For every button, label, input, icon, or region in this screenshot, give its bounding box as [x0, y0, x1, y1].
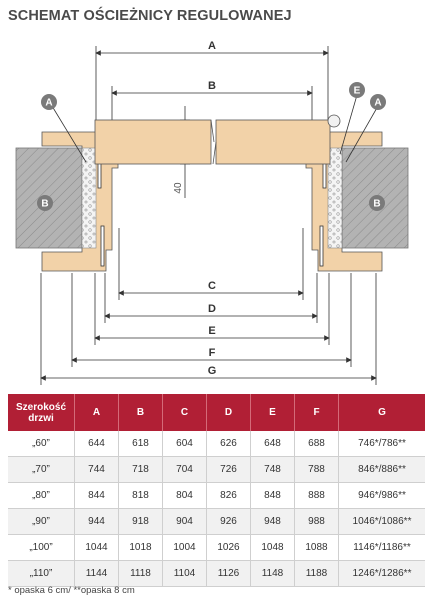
cell-e: 1048 [251, 535, 295, 561]
cell-d: 726 [207, 457, 251, 483]
cell-a: 744 [75, 457, 119, 483]
table-row [8, 431, 425, 457]
cell-d: 626 [207, 431, 251, 457]
table-row [8, 483, 425, 509]
cell-g: 846*/886** [339, 457, 426, 483]
cell-b: 818 [119, 483, 163, 509]
cell-e: 648 [251, 431, 295, 457]
table-row [8, 509, 425, 535]
dimension-label-f: F [208, 347, 216, 359]
callout-a-left-label: A [45, 97, 53, 109]
leaf-thickness-label: 40 [173, 182, 184, 194]
cell-d: 826 [207, 483, 251, 509]
cell-e: 948 [251, 509, 295, 535]
dimension-label-g: G [207, 365, 217, 377]
table-row [8, 535, 425, 561]
cell-f: 788 [295, 457, 339, 483]
callout-a-right-label: A [374, 97, 382, 109]
cell-c: 804 [163, 483, 207, 509]
cell-d: 926 [207, 509, 251, 535]
cell-b: 618 [119, 431, 163, 457]
hinge-icon [328, 115, 340, 127]
cell-g: 946*/986** [339, 483, 426, 509]
cell-size: „60” [8, 431, 75, 457]
page-title: SCHEMAT OŚCIEŻNICY REGULOWANEJ [8, 8, 292, 24]
dimensions-table [8, 394, 425, 587]
cell-f: 688 [295, 431, 339, 457]
dimension-label-d: D [208, 303, 216, 315]
cell-f: 1088 [295, 535, 339, 561]
header-f: F [295, 394, 339, 431]
table-header-row [8, 394, 425, 431]
cell-c: 904 [163, 509, 207, 535]
header-door-width: Szerokość drzwi [8, 394, 75, 431]
cell-f: 1188 [295, 561, 339, 587]
dimension-label-a: A [208, 40, 216, 52]
cell-f: 888 [295, 483, 339, 509]
header-e: E [251, 394, 295, 431]
cell-e: 848 [251, 483, 295, 509]
cell-b: 1018 [119, 535, 163, 561]
cell-size: „90” [8, 509, 75, 535]
header-d: D [207, 394, 251, 431]
header-g: G [339, 394, 426, 431]
cell-g: 746*/786** [339, 431, 426, 457]
header-b: B [119, 394, 163, 431]
footnote: * opaska 6 cm/ **opaska 8 cm [8, 585, 135, 596]
cell-c: 1104 [163, 561, 207, 587]
cell-size: „80” [8, 483, 75, 509]
dimension-label-b: B [208, 80, 216, 92]
cell-g: 1046*/1086** [339, 509, 426, 535]
cell-d: 1126 [207, 561, 251, 587]
header-c: C [163, 394, 207, 431]
cell-b: 1118 [119, 561, 163, 587]
table-row [8, 457, 425, 483]
callout-e-right-label: E [353, 85, 361, 97]
callout-b-left-label: B [41, 198, 49, 210]
header-a: A [75, 394, 119, 431]
cell-g: 1246*/1286** [339, 561, 426, 587]
cell-c: 604 [163, 431, 207, 457]
cell-b: 918 [119, 509, 163, 535]
foam-left [82, 148, 96, 248]
table-row [8, 561, 425, 587]
dimension-label-c: C [208, 280, 216, 292]
cell-e: 1148 [251, 561, 295, 587]
cell-c: 1004 [163, 535, 207, 561]
cell-a: 844 [75, 483, 119, 509]
cell-size: „110” [8, 561, 75, 587]
cell-b: 718 [119, 457, 163, 483]
cell-a: 1144 [75, 561, 119, 587]
cell-a: 944 [75, 509, 119, 535]
cell-size: „70” [8, 457, 75, 483]
cell-c: 704 [163, 457, 207, 483]
door-leaf-right [216, 120, 330, 164]
cell-e: 748 [251, 457, 295, 483]
cell-g: 1146*/1186** [339, 535, 426, 561]
callout-b-right-label: B [373, 198, 381, 210]
door-leaf-left [95, 120, 211, 164]
cell-a: 1044 [75, 535, 119, 561]
cell-a: 644 [75, 431, 119, 457]
cell-size: „100” [8, 535, 75, 561]
wall-left [16, 148, 88, 248]
frame-diagram [0, 28, 433, 388]
cell-d: 1026 [207, 535, 251, 561]
cell-f: 988 [295, 509, 339, 535]
dimension-label-e: E [208, 325, 216, 337]
